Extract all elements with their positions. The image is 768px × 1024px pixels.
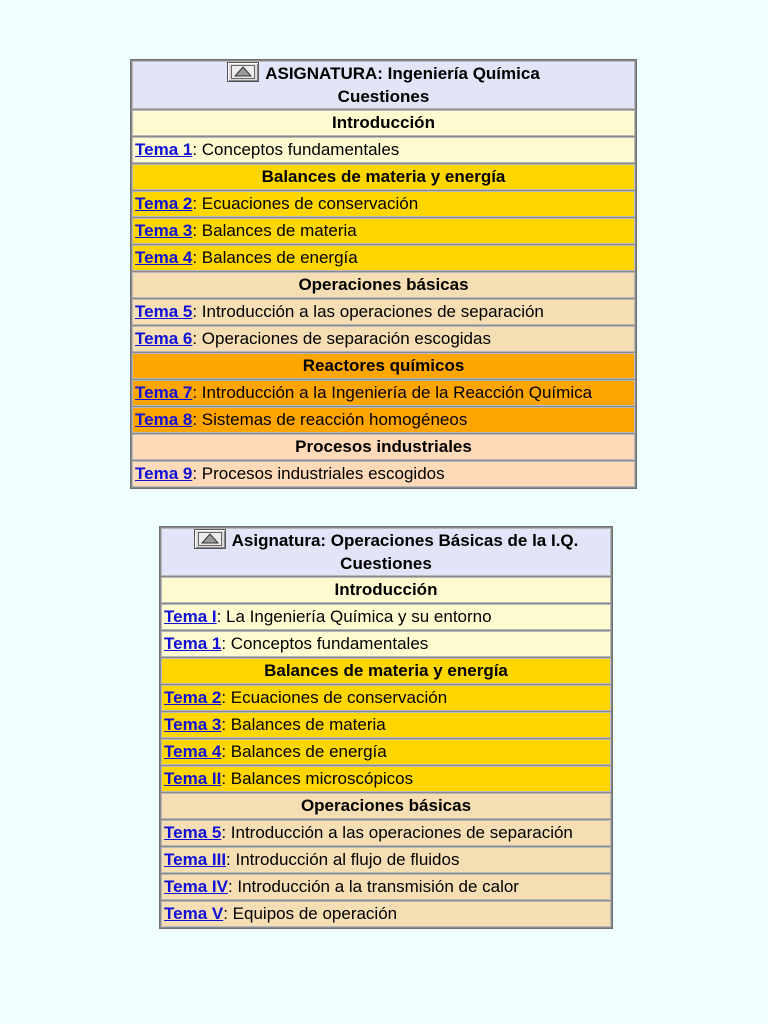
- topic-link[interactable]: Tema 9: [135, 464, 193, 483]
- up-arrow-icon[interactable]: [227, 62, 259, 82]
- topic-row: [161, 901, 611, 927]
- course-subtitle: Cuestiones: [337, 87, 430, 106]
- topic-title: : Conceptos fundamentales: [192, 140, 400, 159]
- topic-row: [161, 712, 611, 738]
- topic-link[interactable]: Tema V: [164, 904, 224, 923]
- topic-row: [132, 299, 635, 325]
- topic-title: : Balances de materia: [221, 715, 386, 734]
- topic-title: : Balances de materia: [192, 221, 357, 240]
- topic-link[interactable]: Tema 5: [164, 823, 222, 842]
- topic-link[interactable]: Tema 1: [164, 634, 222, 653]
- topic-title: : Introducción a la Ingeniería de la Reacción Química: [192, 383, 593, 402]
- topic-link[interactable]: Tema 7: [135, 383, 193, 402]
- topic-row: [161, 847, 611, 873]
- topic-row: [132, 407, 635, 433]
- topic-title: : Conceptos fundamentales: [221, 634, 429, 653]
- topic-row: [132, 461, 635, 487]
- course-subtitle: Cuestiones: [340, 554, 432, 573]
- table-header: [161, 528, 611, 576]
- topic-row: [161, 874, 611, 900]
- course-table-operaciones-basicas: [159, 526, 613, 929]
- topic-link[interactable]: Tema 8: [135, 410, 193, 429]
- section-header: Operaciones básicas: [161, 793, 611, 819]
- topic-link[interactable]: Tema 6: [135, 329, 193, 348]
- topic-row: [161, 766, 611, 792]
- topic-row: [132, 137, 635, 163]
- course-title: ASIGNATURA: Ingeniería Química: [265, 64, 540, 83]
- section-header: Balances de materia y energía: [161, 658, 611, 684]
- topic-title: : Ecuaciones de conservación: [221, 688, 448, 707]
- topic-link[interactable]: Tema 2: [164, 688, 222, 707]
- topic-row: [161, 685, 611, 711]
- topic-link[interactable]: Tema 5: [135, 302, 193, 321]
- topic-link[interactable]: Tema I: [164, 607, 217, 626]
- section-header: Reactores químicos: [132, 353, 635, 379]
- topic-title: : Introducción a las operaciones de separación: [192, 302, 544, 321]
- topic-title: : Ecuaciones de conservación: [192, 194, 419, 213]
- section-header: Balances de materia y energía: [132, 164, 635, 190]
- topic-row: [132, 380, 635, 406]
- topic-title: : La Ingeniería Química y su entorno: [216, 607, 492, 626]
- up-arrow-icon[interactable]: [194, 529, 226, 549]
- topic-title: : Introducción a la transmisión de calor: [227, 877, 519, 896]
- topic-title: : Balances de energía: [221, 742, 387, 761]
- topic-title: : Sistemas de reacción homogéneos: [192, 410, 468, 429]
- section-header: Procesos industriales: [132, 434, 635, 460]
- topic-row: [161, 739, 611, 765]
- topic-title: : Introducción al flujo de fluidos: [226, 850, 460, 869]
- topic-link[interactable]: Tema 4: [135, 248, 193, 267]
- topic-title: : Balances microscópicos: [221, 769, 414, 788]
- topic-title: : Operaciones de separación escogidas: [192, 329, 491, 348]
- topic-title: : Procesos industriales escogidos: [192, 464, 445, 483]
- topic-row: [132, 245, 635, 271]
- topic-link[interactable]: Tema 3: [135, 221, 193, 240]
- section-header: Operaciones básicas: [132, 272, 635, 298]
- section-header: Introducción: [161, 577, 611, 603]
- topic-link[interactable]: Tema 4: [164, 742, 222, 761]
- section-header: Introducción: [132, 110, 635, 136]
- topic-link[interactable]: Tema II: [164, 769, 222, 788]
- topic-link[interactable]: Tema 3: [164, 715, 222, 734]
- topic-row: [132, 191, 635, 217]
- topic-title: : Equipos de operación: [223, 904, 398, 923]
- course-title: Asignatura: Operaciones Básicas de la I.Q.: [231, 531, 579, 550]
- topic-row: [161, 820, 611, 846]
- topic-link[interactable]: Tema III: [164, 850, 227, 869]
- table-header: [132, 61, 635, 109]
- topic-row: [161, 631, 611, 657]
- topic-title: : Balances de energía: [192, 248, 358, 267]
- course-table-ingenieria-quimica: [130, 59, 637, 489]
- topic-title: : Introducción a las operaciones de separación: [221, 823, 573, 842]
- topic-link[interactable]: Tema 2: [135, 194, 193, 213]
- topic-row: [132, 218, 635, 244]
- topic-link[interactable]: Tema 1: [135, 140, 193, 159]
- topic-row: [161, 604, 611, 630]
- topic-row: [132, 326, 635, 352]
- topic-link[interactable]: Tema IV: [164, 877, 228, 896]
